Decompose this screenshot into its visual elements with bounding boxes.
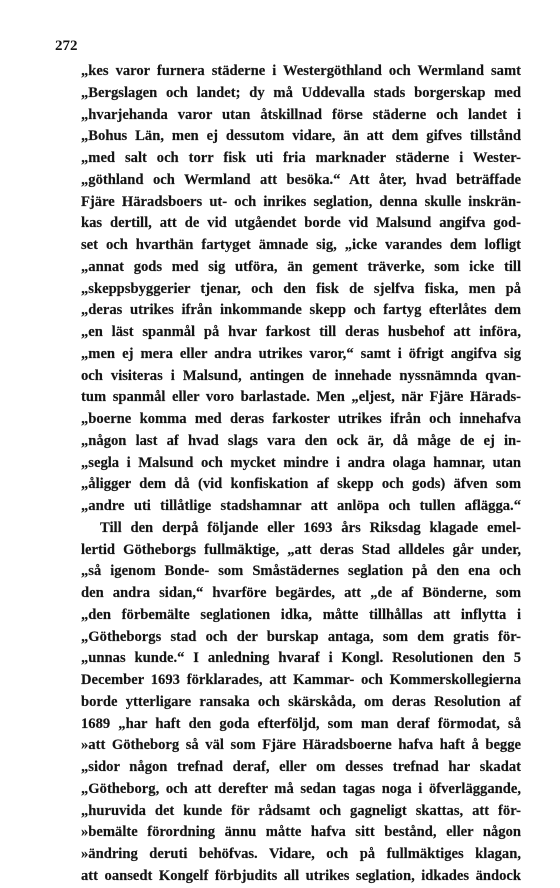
text-line: „med salt och torr fisk uti fria marknader städerne i Wester- — [81, 150, 521, 166]
text-line: „en läst spanmål på hvar farkost till deras husbehof att införa, — [81, 324, 521, 340]
text-line: „andre uti tillåtlige stadshamnar att anlöpa och tullen afläggа.“ — [81, 498, 521, 514]
text-line: Till den derpå följande eller 1693 års Riksdag klagade emel- — [100, 519, 521, 536]
text-line: att oansedt Kongelf förbjudits all utrikes seglation, idkades ändock — [81, 867, 521, 884]
text-line: „deras utrikes ifrån inkommande skepp och fartyg efterlåtes dem — [81, 302, 521, 319]
text-line: „kes varor furnera städerne i Westergöthland och Wermland samt — [81, 63, 521, 79]
text-line: borde ytterligare ransaka och skärskåda, om deras Resolution af — [81, 693, 521, 710]
text-line: kas dertill, att de vid utgåendet borde vid Malsund angifva god- — [81, 215, 521, 232]
text-line: „åligger dem då (vid konfiskation af skepp och gods) äfven som — [81, 476, 521, 493]
text-line: „sidor någon trefnad deraf, eller om desses trefnad har skadat — [81, 759, 521, 775]
text-line: „annat gods med sig utföra, än gement träverke, som icke till — [81, 258, 521, 275]
text-line: „så igenom Bonde- som Småstädernes seglation på den ena och — [81, 563, 521, 580]
text-line: „någon last af hvad slags vara den ock är, då måge de ej in- — [81, 432, 521, 449]
text-line: „unnas kunde.“ I anledning hvaraf i Kongl. Resolutionen den 5 — [81, 650, 521, 667]
text-line: „segla i Malsund och mycket mindre i andra olaga hamnar, utan — [81, 454, 521, 471]
text-line: „Bergslagen och landet; dy må Uddevalla stads borgerskap med — [81, 84, 521, 101]
text-line: »att Götheborg så väl som Fjäre Häradsboerne hafva haft å begge — [81, 737, 521, 754]
text-line: och visiteras i Malsund, antingen de innehade nyssnämnda qvan- — [81, 367, 521, 384]
text-line: Fjäre Häradsboers ut- och inrikes seglation, denna skulle inskrän- — [81, 193, 521, 210]
text-line: „skeppsbyggerier tjenar, och den fisk de sjelfva fiska, men på — [81, 280, 521, 297]
text-line: „göthland och Wermland att besöka.“ Att åter, hvad beträffade — [81, 171, 521, 188]
text-line: set och hvarthän fartyget ämnade sig, „icke varandes dem lofligt — [81, 237, 521, 253]
page-number: 272 — [55, 38, 78, 54]
text-line: »bemälte förordning ännu måtte hafva sitt bestånd, eller någon — [81, 824, 521, 841]
text-line: lertid Götheborgs fullmäktige, „att deras Stad alldeles går under, — [81, 541, 521, 558]
text-line: »ändring deruti behöfvas. Vidare, och på fullmäktiges klagan, — [81, 846, 521, 862]
text-line: December 1693 förklarades, att Kammar- och Kommerskollegierna — [81, 672, 521, 688]
text-line: „men ej mera eller andra utrikes varor,“ samt i öfrigt angifva sig — [81, 345, 521, 362]
text-line: „den förbemälte seglationen idka, måtte tillhållas att inflytta i — [81, 606, 521, 623]
text-line: „Götheborgs stad och der burskap antaga, som dem gratis för- — [81, 628, 521, 645]
text-line: tum spanmål eller voro barlastade. Men „eljest, när Fjäre Härads- — [81, 389, 521, 406]
text-line: „boerne komma med deras farkoster utrikes ifrån och innehafva — [81, 411, 521, 427]
text-line: „huruvida det kunde för rådsamt och gagneligt skattas, att för- — [81, 802, 521, 819]
text-line: den andra sidan,“ hvarföre begärdes, att „de af Bönderne, som — [81, 585, 521, 601]
text-line: 1689 „har haft den goda efterföljd, som man deraf förmodat, så — [81, 715, 521, 732]
text-line: „Bohus Län, men ej dessutom vidare, än att dem gifves tillstånd — [81, 128, 521, 145]
body-text — [81, 61, 521, 888]
text-line: „Götheborg, och att derefter må sedan tagas noga i öfverläggande, — [81, 780, 521, 797]
text-line: „hvarjehanda varor utan åtskillnad förse städerne och landet i — [81, 106, 521, 123]
